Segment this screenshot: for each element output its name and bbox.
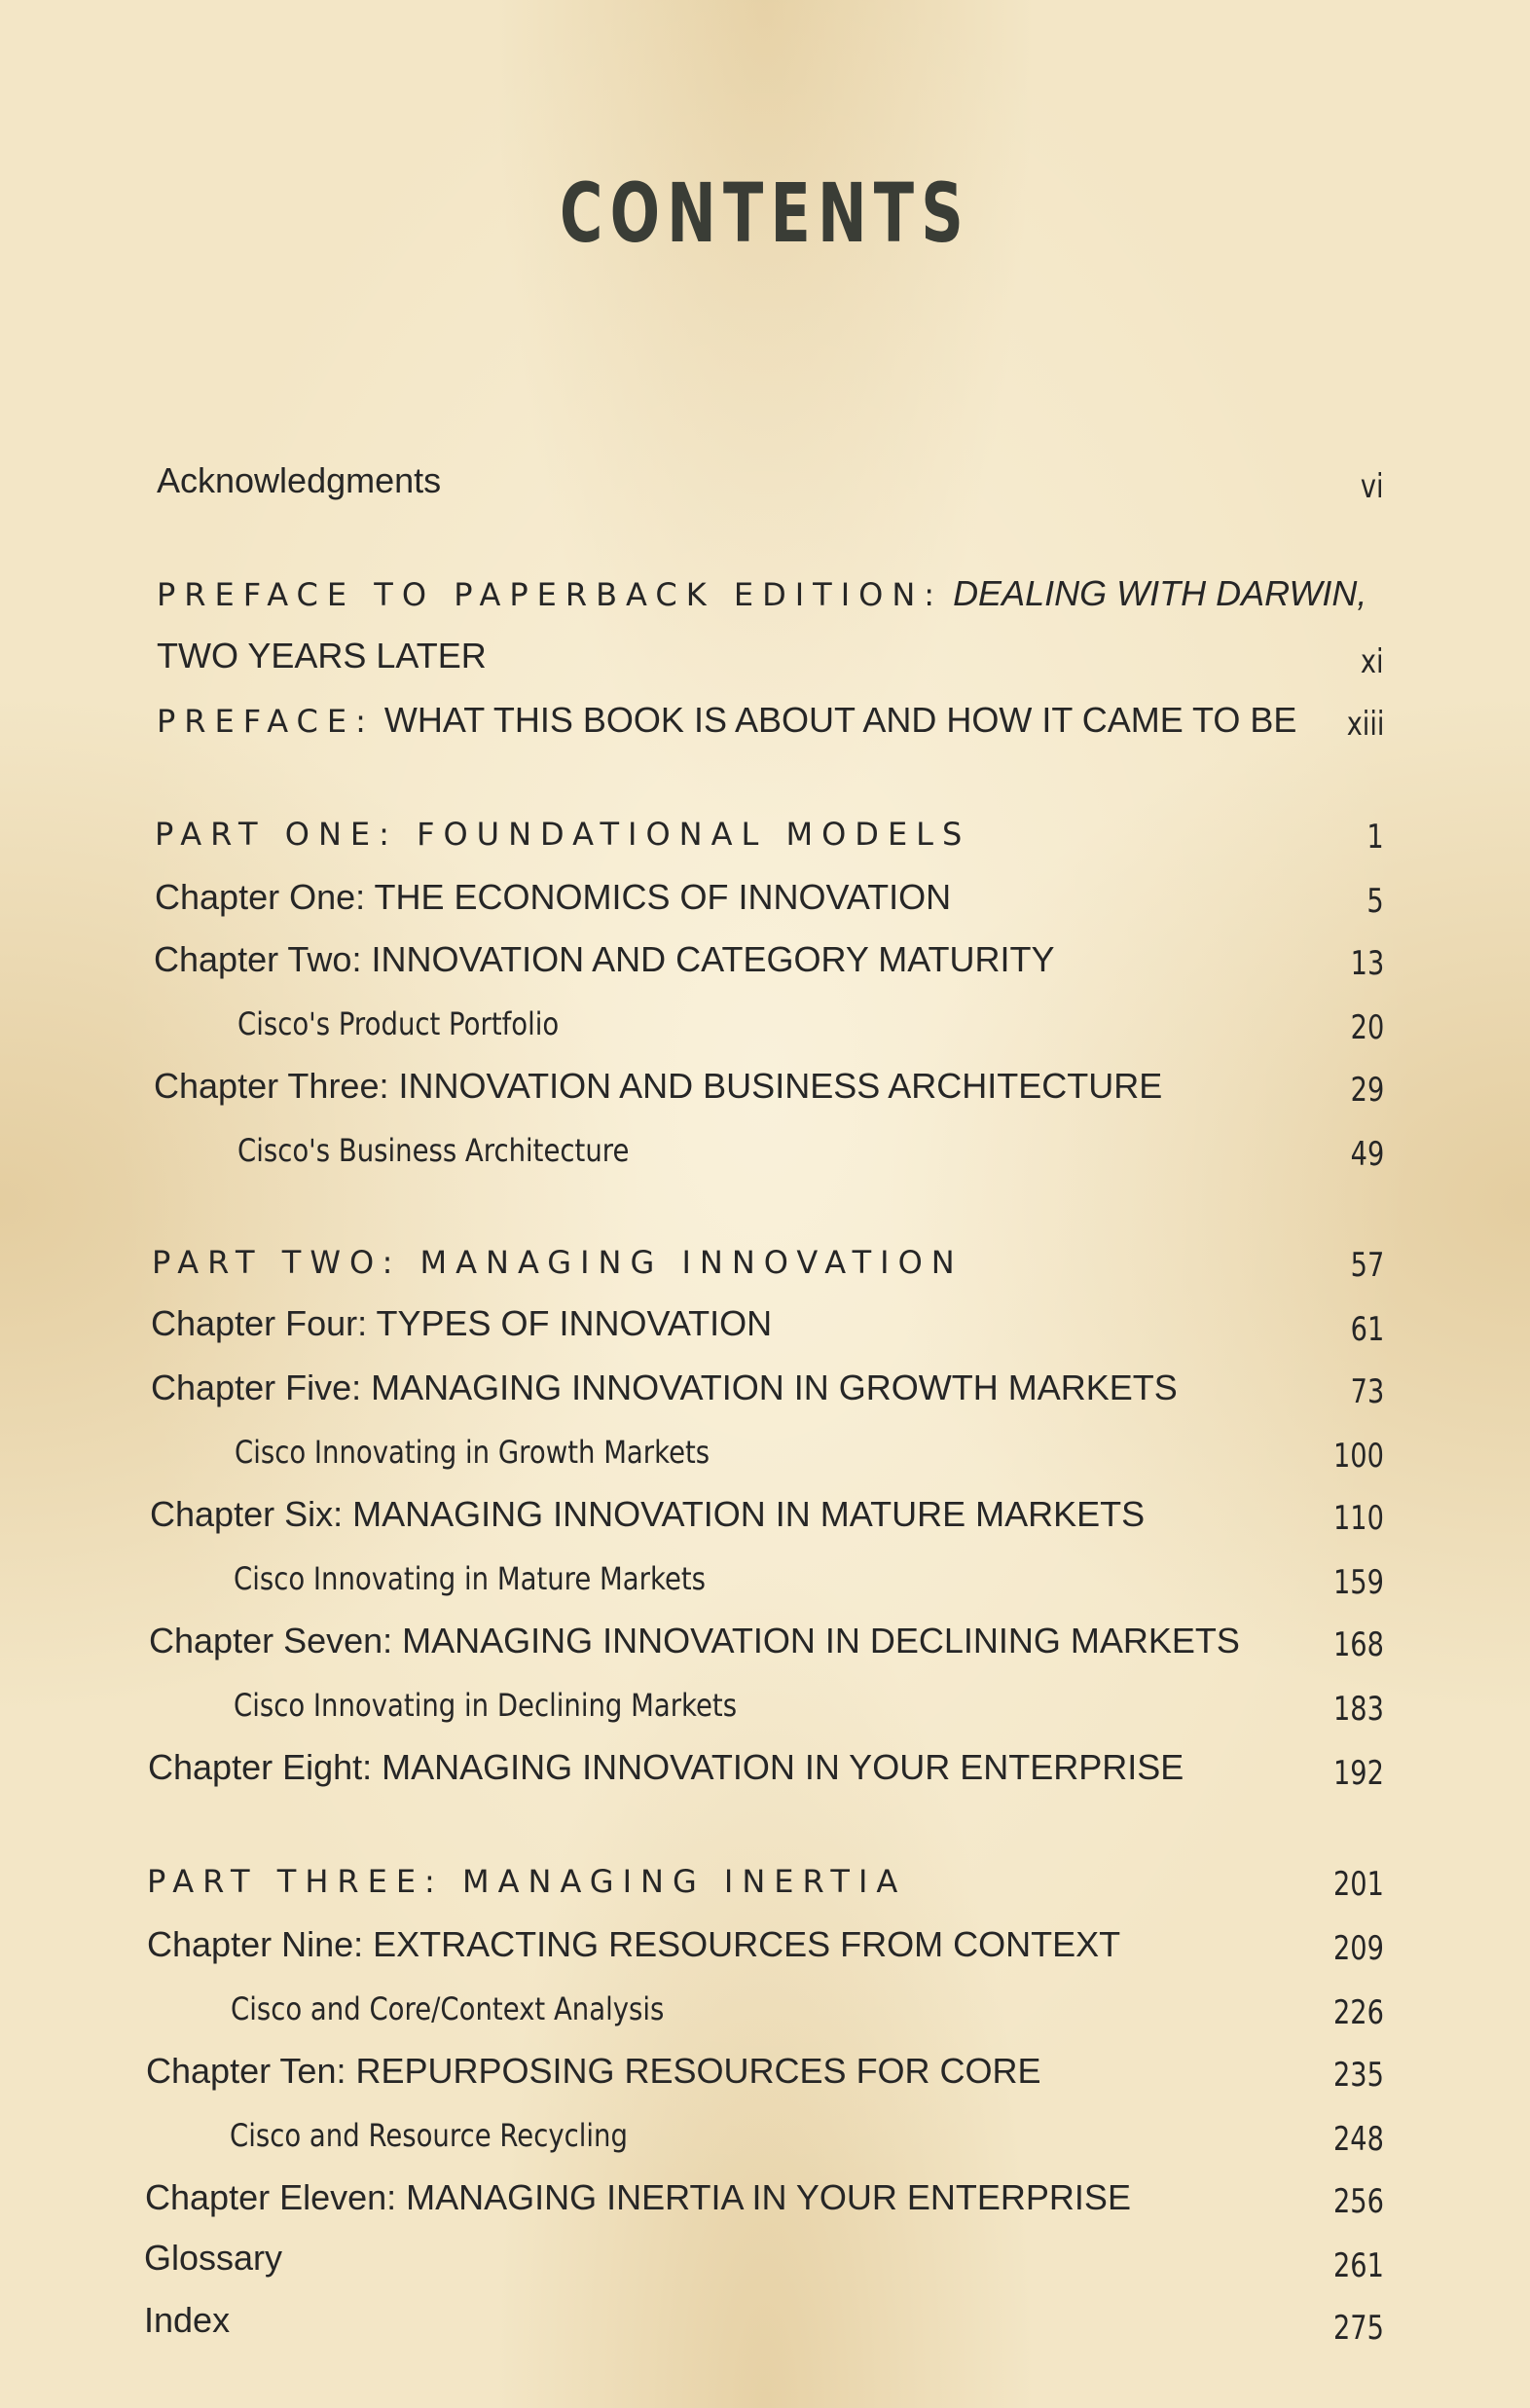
toc-subentry-cisco-declining-markets[interactable]: Cisco Innovating in Declining Markets (234, 1687, 738, 1724)
toc-page-number: 201 (1333, 1865, 1384, 1904)
toc-subentry-cisco-core-context[interactable]: Cisco and Core/Context Analysis (231, 1990, 665, 2027)
toc-entry-chapter-eight[interactable] (148, 1746, 1184, 1789)
toc-page-number: 57 (1350, 1246, 1384, 1285)
toc-entry-preface[interactable] (157, 699, 1296, 743)
toc-page-number: 209 (1333, 1929, 1384, 1968)
toc-entry-label: Acknowledgments (157, 460, 442, 500)
toc-page-number: 5 (1366, 882, 1384, 921)
toc-entry-glossary[interactable] (144, 2237, 282, 2280)
toc-entry-label: Chapter One: THE ECONOMICS OF INNOVATION (155, 877, 952, 917)
toc-part-three[interactable] (147, 1859, 906, 1903)
toc-entry-label: TWO YEARS LATER (157, 636, 487, 675)
toc-entry-label: Chapter Eight: MANAGING INNOVATION IN YOUR ENTERPRISE (148, 1747, 1184, 1787)
page-title: CONTENTS (559, 165, 971, 261)
toc-entry-label: Chapter Three: INNOVATION AND BUSINESS ARCHITECTURE (154, 1066, 1163, 1106)
toc-entry-label: Chapter Six: MANAGING INNOVATION IN MATURE MARKETS (150, 1494, 1146, 1534)
toc-subentry-cisco-resource-recycling[interactable]: Cisco and Resource Recycling (230, 2117, 628, 2154)
toc-page-number: 192 (1333, 1754, 1384, 1793)
toc-entry-label: Chapter Nine: EXTRACTING RESOURCES FROM CONTEXT (147, 1924, 1121, 1964)
toc-page-number: 159 (1333, 1563, 1384, 1602)
toc-entry-acknowledgments[interactable] (157, 459, 441, 502)
toc-page-number: 235 (1333, 2056, 1384, 2095)
toc-page-number: 168 (1333, 1625, 1384, 1664)
toc-entry-label: Chapter Seven: MANAGING INNOVATION IN DECLINING MARKETS (149, 1621, 1240, 1660)
toc-page-number: vi (1361, 467, 1384, 506)
toc-page-number: 61 (1350, 1310, 1384, 1349)
toc-subentry-cisco-growth-markets[interactable]: Cisco Innovating in Growth Markets (235, 1434, 710, 1471)
toc-entry-chapter-eleven[interactable] (145, 2176, 1131, 2219)
toc-page-number: 29 (1350, 1071, 1384, 1110)
toc-page-number: 20 (1350, 1008, 1384, 1047)
toc-page-number: 248 (1333, 2120, 1384, 2159)
toc-page-number: 110 (1333, 1499, 1384, 1538)
toc-part-heading: PART ONE: FOUNDATIONAL MODELS (155, 816, 971, 853)
toc-page-number: 73 (1350, 1372, 1384, 1411)
toc-entry-index[interactable] (144, 2299, 230, 2342)
toc-page-number: 183 (1333, 1690, 1384, 1729)
toc-part-heading: PART TWO: MANAGING INNOVATION (152, 1244, 964, 1281)
toc-page-number: xiii (1346, 705, 1384, 744)
toc-part-one[interactable] (155, 812, 970, 856)
toc-subentry-cisco-mature-markets[interactable]: Cisco Innovating in Mature Markets (234, 1560, 706, 1597)
toc-entry-chapter-two[interactable] (154, 938, 1055, 981)
toc-entry-chapter-seven[interactable] (149, 1620, 1240, 1662)
toc-page-number: xi (1361, 642, 1384, 681)
toc-part-heading: PART THREE: MANAGING INERTIA (147, 1863, 907, 1900)
toc-entry-chapter-ten[interactable] (146, 2050, 1041, 2093)
toc-entry-label: Index (144, 2300, 231, 2340)
toc-entry-chapter-three[interactable] (154, 1065, 1162, 1108)
toc-page-number: 226 (1333, 1993, 1384, 2032)
toc-page-number: 13 (1350, 944, 1384, 983)
toc-entry-label: DEALING WITH DARWIN, (953, 573, 1367, 613)
toc-entry-heading: PREFACE: (157, 703, 375, 740)
toc-entry-label: Chapter Ten: REPURPOSING RESOURCES FOR CORE (146, 2051, 1041, 2091)
toc-entry-label: Chapter Two: INNOVATION AND CATEGORY MATURITY (154, 939, 1055, 979)
toc-entry-label: Chapter Five: MANAGING INNOVATION IN GROWTH MARKETS (151, 1368, 1178, 1407)
toc-entry-chapter-four[interactable] (151, 1302, 772, 1345)
toc-entry-preface-paperback[interactable] (157, 572, 1366, 616)
toc-page-number: 275 (1333, 2309, 1384, 2348)
toc-entry-label: Chapter Eleven: MANAGING INERTIA IN YOUR ENTERPRISE (145, 2177, 1131, 2217)
toc-entry-label: Glossary (144, 2238, 283, 2278)
toc-page-number: 1 (1366, 818, 1384, 857)
toc-entry-label: Chapter Four: TYPES OF INNOVATION (151, 1303, 773, 1343)
toc-entry-chapter-one[interactable] (155, 876, 951, 919)
toc-entry-chapter-nine[interactable] (147, 1923, 1120, 1966)
toc-entry-chapter-six[interactable] (150, 1493, 1145, 1536)
toc-entry-preface-paperback-cont[interactable] (157, 635, 487, 677)
toc-subentry-cisco-business-architecture[interactable]: Cisco's Business Architecture (237, 1132, 630, 1169)
toc-page-number: 49 (1350, 1135, 1384, 1174)
toc-entry-heading: PREFACE TO PAPERBACK EDITION: (157, 576, 944, 613)
toc-page-number: 261 (1333, 2246, 1384, 2285)
toc-entry-label: WHAT THIS BOOK IS ABOUT AND HOW IT CAME TO BE (383, 700, 1297, 740)
toc-entry-chapter-five[interactable] (151, 1367, 1178, 1409)
toc-page-number: 256 (1333, 2182, 1384, 2221)
toc-part-two[interactable] (152, 1240, 964, 1284)
toc-subentry-cisco-product-portfolio[interactable]: Cisco's Product Portfolio (237, 1005, 560, 1042)
toc-page-number: 100 (1333, 1437, 1384, 1476)
